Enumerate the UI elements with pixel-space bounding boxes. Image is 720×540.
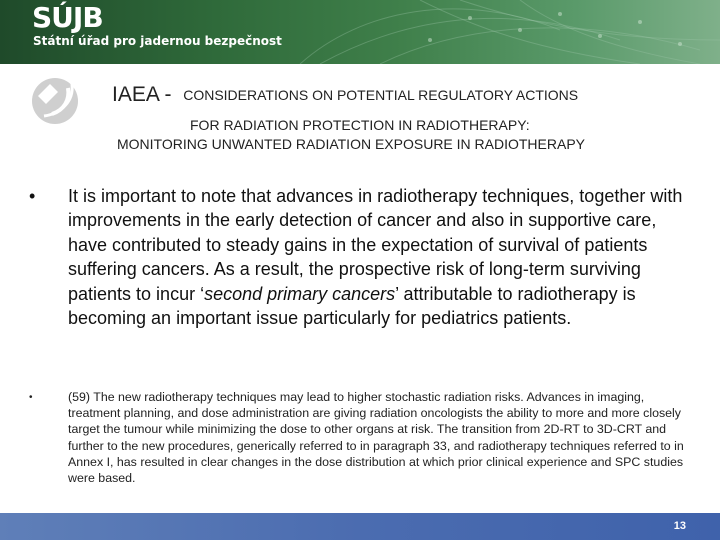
bullet-item-1 — [29, 184, 688, 330]
slide-title-line-2 — [28, 117, 720, 133]
header-banner — [0, 0, 720, 64]
bullet-2-text: (59) The new radiotherapy techniques may lead to higher stochastic radiation risks. Advances in imaging, treatment planning, and dose administration are giving radiation oncologists the ability to more and more closely target the tumour while minimizing the dose to other organs at risk. The transition from 2D-RT to 3D-CRT and further to the new procedures, generically referred to in paragraph 33, and radiotherapy techniques referred to in Annex I, has resulted in clear changes in the dose distribution at which prior clinical experience and SPC studies were based. — [68, 390, 684, 486]
banner-decoration — [0, 0, 720, 64]
title-line-3: MONITORING UNWANTED RADIATION EXPOSURE IN RADIOTHERAPY — [117, 136, 586, 152]
title-line-1: CONSIDERATIONS ON POTENTIAL REGULATORY ACTIONS — [183, 87, 579, 103]
sujb-logo: SÚJB — [32, 1, 103, 34]
slide-title-line-1 — [112, 83, 712, 106]
bullet-1-italic: second primary cancers — [204, 283, 396, 304]
page-number: 13 — [673, 520, 686, 532]
bullet-marker: • — [29, 186, 36, 206]
title-prefix: IAEA - — [112, 83, 172, 106]
title-line-2: FOR RADIATION PROTECTION IN RADIOTHERAPY: — [190, 117, 530, 133]
footer-bar — [0, 513, 720, 540]
bullet-1-text-end: ’ attributable to radiotherapy is becoming an important issue particularly for pediatrics patients. — [68, 283, 636, 329]
office-name: Státní úřad pro jadernou bezpečnost — [33, 34, 282, 48]
bullet-marker: • — [29, 392, 33, 403]
bullet-item-2 — [29, 389, 688, 486]
bullet-1-text-start: It is important to note that advances in radiotherapy techniques, together with improvements in the early detection of cancer and also in supportive care, have contributed to steady gains in the expectation of survival of patients suffering cancers. As a result, the prospective risk of long-term surviving patients to incur ‘ — [68, 186, 683, 304]
slide-title-line-3 — [25, 136, 720, 152]
